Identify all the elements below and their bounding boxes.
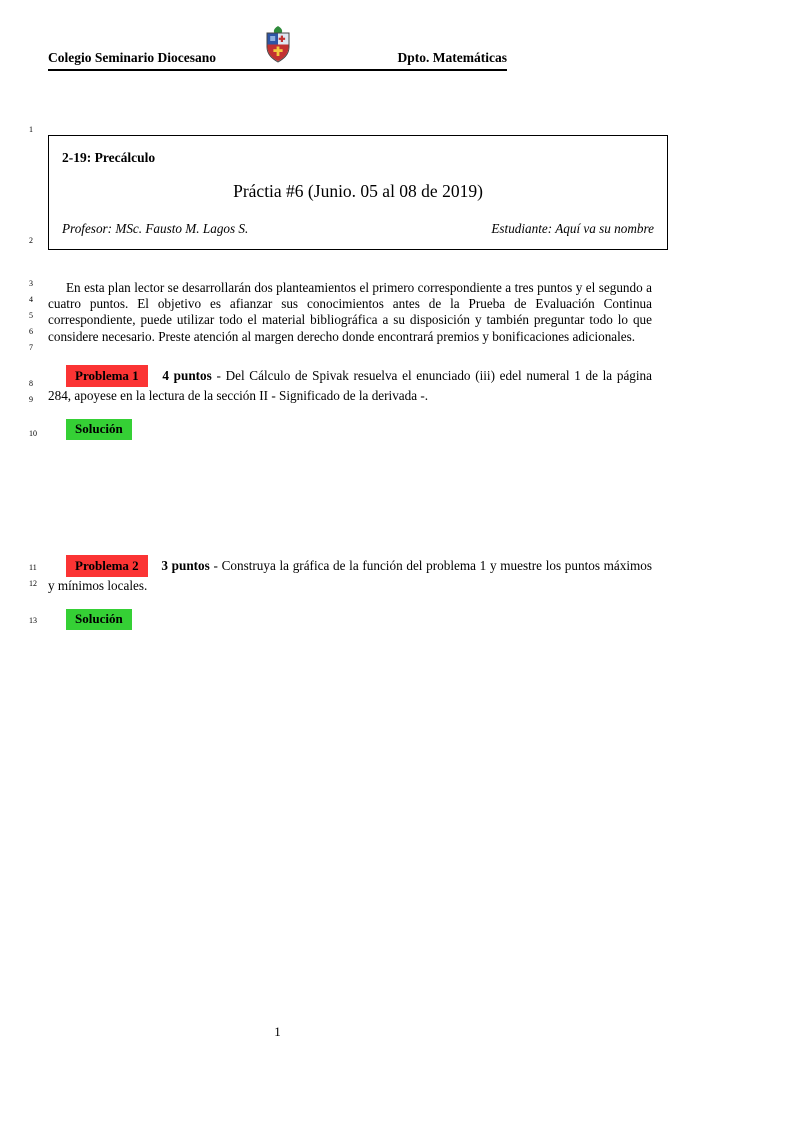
margin-line-number: 6 [29,327,33,336]
school-crest-logo [263,26,293,64]
solution-1-label: Solución [66,419,132,440]
margin-line-number: 1 [29,125,33,134]
practice-title: Práctia #6 (Junio. 05 al 08 de 2019) [233,181,483,201]
problem-1-points: 4 puntos [162,367,212,383]
problem-1-paragraph [48,365,652,404]
intro-paragraph: En esta plan lector se desarrollarán dos planteamientos el primero correspondiente a tres puntos y el segundo a cuatro puntos. El objetivo es afianzar sus conocimientos antes de la Prueba de Evaluación Continua correspondiente, puede utilizar todo el material bibliográfica a su disposición y también preguntar todo lo que considere necesario. Preste atención al margen derecho donde encontrará premios y bonificaciones adicionales. [48,280,652,344]
margin-line-number: 9 [29,395,33,404]
page-number: 1 [274,1024,281,1039]
professor-name: Profesor: MSc. Fausto M. Lagos S. [62,221,249,236]
problem-1-statement: - Del Cálculo de Spivak resuelva el enunciado (iii) edel numeral 1 de la página 284, apoyese en la lectura de la sección II - Significado de la derivada -. [48,367,653,403]
problem-2-paragraph [48,555,652,594]
margin-line-number: 5 [29,311,33,320]
header-school-name: Colegio Seminario Diocesano [48,50,216,65]
problem-2-points: 3 puntos [161,557,210,573]
problem-1-label: Problema 1 [66,365,148,387]
title-box-meta-row [62,221,654,237]
solution-2-row [66,609,794,630]
margin-line-number: 10 [29,429,37,438]
title-box [48,135,668,250]
margin-line-number: 2 [29,236,33,245]
header-department: Dpto. Matemáticas [397,50,507,65]
problem-2-label: Problema 2 [66,555,148,577]
margin-line-number: 3 [29,279,33,288]
solution-1-row [66,419,794,440]
margin-line-number: 11 [29,563,37,572]
margin-line-number: 8 [29,379,33,388]
margin-line-number: 7 [29,343,33,352]
problem-2-statement: - Construya la gráfica de la función del problema 1 y muestre los puntos máximos y mínimos locales. [48,557,653,593]
school-crest-icon [263,26,293,64]
course-label: 2-19: Precálculo [62,150,156,165]
solution-2-label: Solución [66,609,132,630]
student-name-placeholder: Estudiante: Aquí va su nombre [491,221,654,236]
document-header [48,50,507,71]
margin-line-number: 13 [29,616,37,625]
margin-line-number: 12 [29,579,37,588]
margin-line-number: 4 [29,295,33,304]
